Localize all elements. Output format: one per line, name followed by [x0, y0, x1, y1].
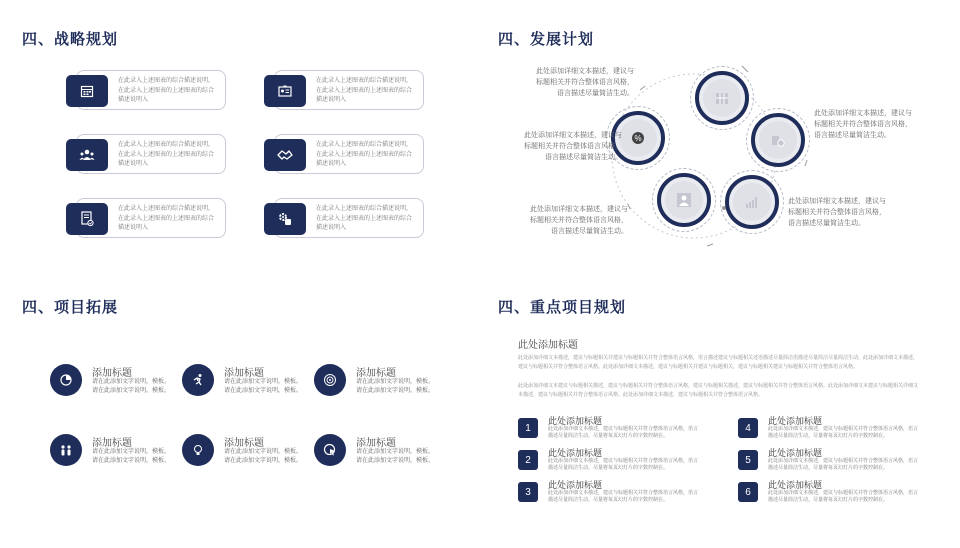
expansion-item-title: 添加标题 [356, 438, 396, 449]
expansion-item [314, 434, 444, 470]
user-icon [665, 181, 703, 219]
item-title: 此处添加标题 [548, 481, 603, 491]
item-title: 此处添加标题 [768, 481, 823, 491]
item-desc: 此处添加详细文本描述，建议与标题相关并符合整体语言风格，语言描述尽量简洁生动。尽量将每页幻灯片的字数控制在。 [548, 458, 699, 471]
plan-node [695, 71, 749, 125]
expansion-item-desc: 请在此添加文字说明，模板。 请在此添加文字说明，模板。 [92, 378, 171, 394]
key-project-item [738, 418, 938, 444]
item-number: 5 [738, 450, 758, 470]
percent-icon [619, 119, 657, 157]
plan-node [751, 113, 805, 167]
handshake-icon [264, 139, 306, 171]
expansion-item-title: 添加标题 [224, 438, 264, 449]
expansion-item-desc: 请在此添加文字说明，模板。 请在此添加文字说明，模板。 [356, 378, 435, 394]
item-title: 此处添加标题 [548, 417, 603, 427]
expansion-item-desc: 请在此添加文字说明，模板。 请在此添加文字说明，模板。 [92, 448, 171, 464]
gear-hand-icon [264, 203, 306, 235]
document-icon [66, 203, 108, 235]
plan-text: 此处添加详细文本描述，建议与 标题相关并符合整体语言风格， 语言描述尽量简洁生动。 [814, 109, 912, 139]
plan-node [725, 175, 779, 229]
expansion-item-title: 添加标题 [356, 368, 396, 379]
development-panel [480, 0, 960, 274]
strategy-title: 四、战略规划 [22, 30, 119, 48]
key-project-item [518, 482, 718, 508]
key-project-item [518, 450, 718, 476]
chart-pie-icon [50, 364, 82, 396]
plan-text: 此处添加详细文本描述，建议与 标题相关并符合整体语言风格， 语言描述尽量简洁生动。 [536, 67, 634, 97]
expansion-item [50, 434, 180, 470]
key-projects-paragraph: 此处添加详细文本建议与标题相关描述，建议与标题相关并符合整体语言风格，建议与标题相关描述，建议与标题相关并符合整体语言风格。此处添加详细文本建议与标题相关详细文本描述，建议与标题相关并符合整体语言风格。此处添加详细文本描述，建议与标题相关并符合整体语言风格。 [518, 383, 919, 398]
building-icon [703, 79, 741, 117]
id-card-icon [264, 75, 306, 107]
strategy-card [66, 134, 226, 174]
lightbulb-icon [182, 434, 214, 466]
people-icon [50, 434, 82, 466]
bar-chart-icon [733, 183, 771, 221]
item-number: 6 [738, 482, 758, 502]
item-desc: 此处添加详细文本描述，建议与标题相关并符合整体语言风格，语言描述尽量简洁生动。尽量将每页幻灯片的字数控制在。 [768, 458, 919, 471]
team-icon [66, 139, 108, 171]
strategy-card [66, 198, 226, 238]
expansion-item [182, 434, 312, 470]
development-title: 四、发展计划 [498, 30, 595, 48]
item-title: 此处添加标题 [768, 449, 823, 459]
item-desc: 此处添加详细文本描述，建议与标题相关并符合整体语言风格，语言描述尽量简洁生动。尽量将每页幻灯片的字数控制在。 [768, 490, 919, 503]
strategy-card-text: 在此录入上述图表的综合描述说明， 在此录入上述图表的上述图表的综合 描述说明入 [118, 205, 215, 231]
expansion-item [314, 364, 444, 400]
item-desc: 此处添加详细文本描述，建议与标题相关并符合整体语言风格，语言描述尽量简洁生动。尽量将每页幻灯片的字数控制在。 [548, 426, 699, 439]
key-project-item [518, 418, 718, 444]
item-number: 3 [518, 482, 538, 502]
item-number: 2 [518, 450, 538, 470]
expansion-item-title: 添加标题 [92, 368, 132, 379]
plan-text: 此处添加详细文本描述，建议与 标题相关并符合整体语言风格， 语言描述尽量简洁生动。 [530, 205, 628, 235]
expansion-item-title: 添加标题 [92, 438, 132, 449]
strategy-card [264, 134, 424, 174]
expansion-item [50, 364, 180, 400]
expansion-title: 四、项目拓展 [22, 298, 119, 316]
item-desc: 此处添加详细文本描述，建议与标题相关并符合整体语言风格，语言描述尽量简洁生动。尽量将每页幻灯片的字数控制在。 [548, 490, 699, 503]
key-projects-subtitle: 此处添加标题 [518, 340, 578, 351]
plan-node [657, 173, 711, 227]
strategy-card-text: 在此录入上述图表的综合描述说明， 在此录入上述图表的上述图表的综合 描述说明入 [316, 77, 413, 103]
strategy-card [264, 198, 424, 238]
strategy-card [66, 70, 226, 110]
strategy-card-text: 在此录入上述图表的综合描述说明， 在此录入上述图表的上述图表的综合 描述说明入 [118, 77, 215, 103]
strategy-card-text: 在此录入上述图表的综合描述说明， 在此录入上述图表的上述图表的综合 描述说明入 [316, 141, 413, 167]
expansion-item [182, 364, 312, 400]
key-projects-panel [480, 274, 960, 548]
expansion-item-desc: 请在此添加文字说明，模板。 请在此添加文字说明，模板。 [356, 448, 435, 464]
strategy-card-text: 在此录入上述图表的综合描述说明， 在此录入上述图表的上述图表的综合 描述说明入 [316, 205, 413, 231]
calendar-icon [66, 75, 108, 107]
item-desc: 此处添加详细文本描述，建议与标题相关并符合整体语言风格，语言描述尽量简洁生动。尽量将每页幻灯片的字数控制在。 [768, 426, 919, 439]
expansion-item-desc: 请在此添加文字说明，模板。 请在此添加文字说明，模板。 [224, 448, 303, 464]
expansion-panel [0, 274, 480, 548]
key-projects-title: 四、重点项目规划 [498, 298, 627, 316]
plan-text: 此处添加详细文本描述，建议与 标题相关并符合整体语言风格， 语言描述尽量简洁生动。 [788, 197, 886, 227]
target-icon [314, 364, 346, 396]
item-number: 1 [518, 418, 538, 438]
item-title: 此处添加标题 [548, 449, 603, 459]
coins-icon [759, 121, 797, 159]
key-project-item [738, 450, 938, 476]
strategy-card [264, 70, 424, 110]
svg-text:%: % [634, 134, 642, 143]
item-number: 4 [738, 418, 758, 438]
expansion-item-title: 添加标题 [224, 368, 264, 379]
plan-text: 此处添加详细文本描述，建议与 标题相关并符合整体语言风格， 语言描述尽量简洁生动。 [524, 131, 622, 161]
globe-cursor-icon [314, 434, 346, 466]
strategy-card-text: 在此录入上述图表的综合描述说明， 在此录入上述图表的上述图表的综合 描述说明入 [118, 141, 215, 167]
key-project-item [738, 482, 938, 508]
strategy-panel [0, 0, 480, 274]
expansion-item-desc: 请在此添加文字说明，模板。 请在此添加文字说明，模板。 [224, 378, 303, 394]
item-title: 此处添加标题 [768, 417, 823, 427]
runner-icon [182, 364, 214, 396]
key-projects-paragraph: 此处添加详细文本描述，建议与标题相关并建议与标题相关并符合整体语言风格，语言描述建议与标题相关述语描述尽量简洁语描述尽量简洁尽量简洁生动。此处添加详细文本描述，建议与标题相关并符合整体语言风格。此处添加详细文本描述，建议与标题相关并建议与标题相关，建议与标题相关建议与标题相关并符合整体语言风格。 [518, 355, 919, 370]
